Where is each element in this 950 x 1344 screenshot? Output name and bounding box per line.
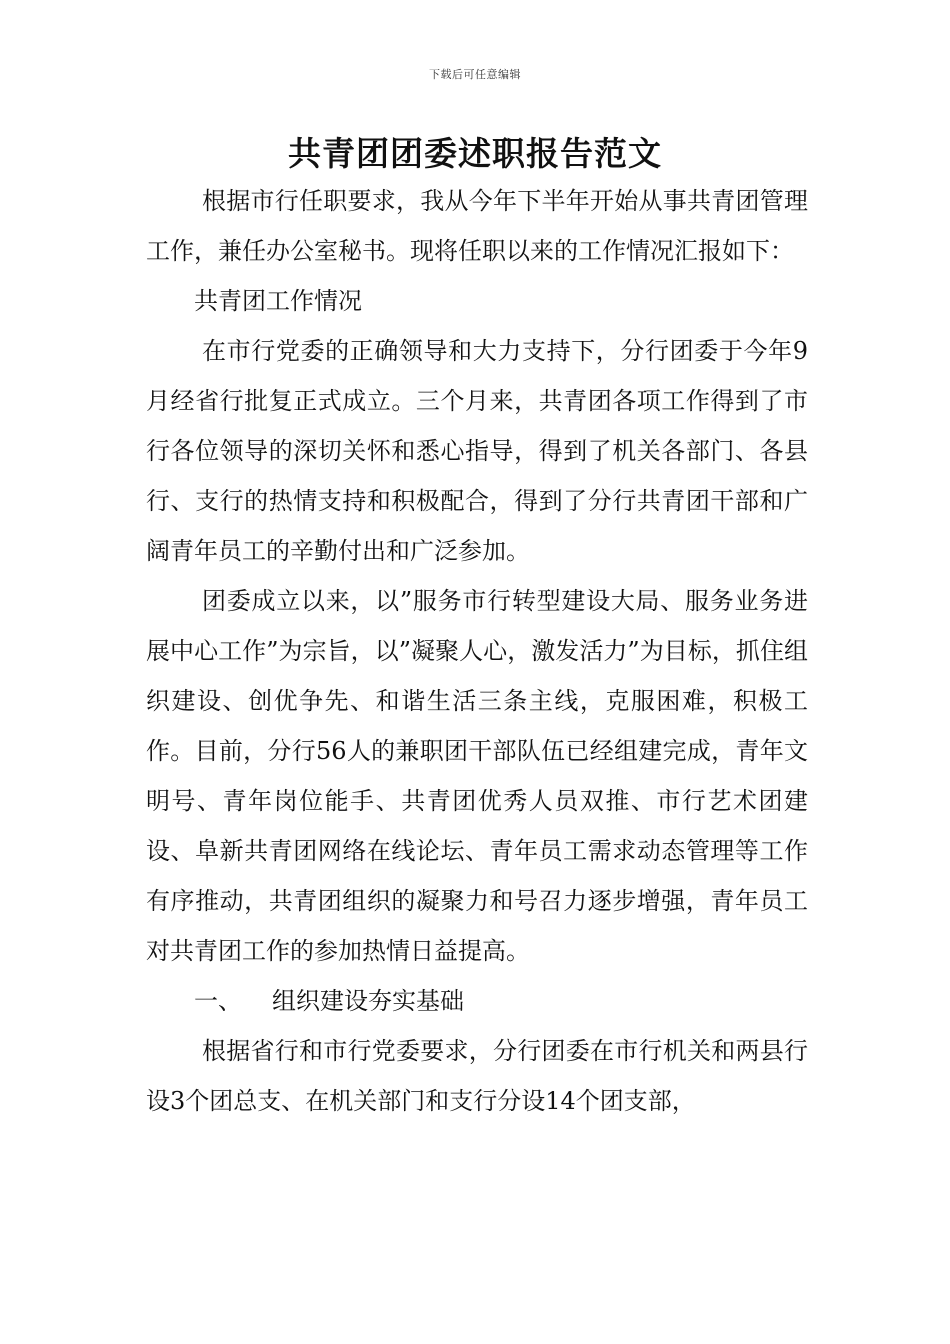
section-heading-text: 组织建设夯实基础: [272, 987, 464, 1015]
paragraph-intro: 根据市行任职要求，我从今年下半年开始从事共青团管理工作，兼任办公室秘书。现将任职以来的工作情况汇报如下：: [146, 187, 808, 265]
paragraph-organization: 根据省行和市行党委要求，分行团委在市行机关和两县行设3个团总支、在机关部门和支行分设14个团支部，: [146, 1037, 808, 1115]
section-number: 一、: [194, 987, 242, 1015]
header-note: 下载后可任意编辑: [429, 68, 521, 81]
section-heading-organization: [146, 976, 808, 1026]
document-body: [146, 176, 808, 1126]
section-heading-youth-league-work: 共青团工作情况: [194, 287, 362, 315]
paragraph-achievements: 团委成立以来，以”服务市行转型建设大局、服务业务进展中心工作”为宗旨，以”凝聚人心，激发活力”为目标，抓住组织建设、创优争先、和谐生活三条主线，克服困难，积极工作。目前，分行56人的兼职团干部队伍已经组建完成，青年文明号、青年岗位能手、共青团优秀人员双推、市行艺术团建设、阜新共青团网络在线论坛、青年员工需求动态管理等工作有序推动，共青团组织的凝聚力和号召力逐步增强，青年员工对共青团工作的参加热情日益提高。: [146, 587, 808, 965]
paragraph-establishment: 在市行党委的正确领导和大力支持下，分行团委于今年9月经省行批复正式成立。三个月来，共青团各项工作得到了市行各位领导的深切关怀和悉心指导，得到了机关各部门、各县行、支行的热情支持和积极配合，得到了分行共青团干部和广阔青年员工的辛勤付出和广泛参加。: [146, 337, 808, 565]
document-title: 共青团团委述职报告范文: [288, 134, 662, 173]
